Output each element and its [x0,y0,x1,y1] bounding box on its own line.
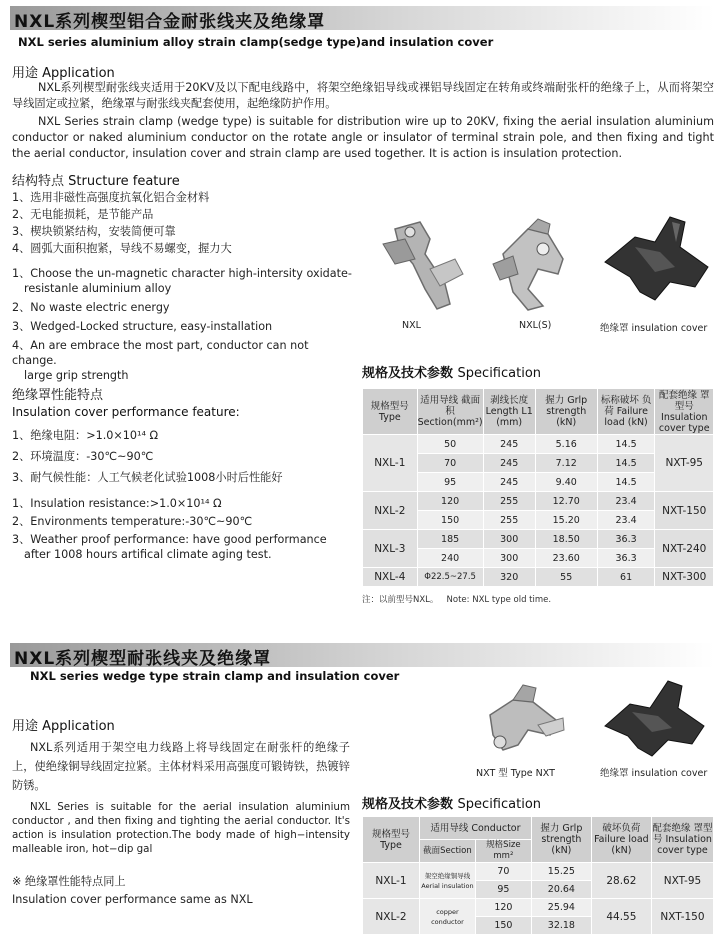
list-item: 2、环境温度：-30℃~90℃ [12,450,154,463]
section1-cover-heading-cn: 绝缘罩性能特点 [12,388,104,403]
cell-size: 150 [476,917,531,934]
list-item: 2、无电能损耗，是节能产品 [12,208,154,221]
th-cover: 配套绝缘 罩型号 Insulation cover type [652,817,713,862]
cell-type: NXL-3 [363,530,417,567]
table-row [363,899,713,916]
caption-section2-insulation-cover: 绝缘罩 insulation cover [600,768,708,779]
cell-grip: 9.40 [536,473,597,491]
th-grip: 握力 Grlp strength (kN) [532,817,591,862]
cell-size: 95 [476,881,531,898]
section2-cover-note-cn: ※ 绝缘罩性能特点同上 [12,875,126,888]
section2-title: NXL系列楔型耐张线夹及绝缘罩 [14,649,272,669]
th-failure: 标称破坏 负荷 Failure load (kN) [598,389,655,434]
th-length: 剥线长度 Length L1 (mm) [484,389,535,434]
cell-grip: 12.70 [536,492,597,510]
section1-title: NXL系列楔型铝合金耐张线夹及绝缘罩 [14,12,326,32]
list-item: after 1008 hours artifical climate aging test. [24,548,272,561]
structure-list-en [12,266,352,383]
cell-failure: 44.55 [592,899,651,934]
list-item: 1、选用非磁性高强度抗氧化铝合金材料 [12,191,210,204]
list-item: 3、楔块锁紧结构，安装简便可靠 [12,225,176,238]
cell-grip: 32.18 [532,917,591,934]
cell-section: Φ22.5~27.5 [418,568,483,586]
cell-cover: NXT-150 [652,899,713,934]
section1-application-heading: 用途 Application [12,66,115,81]
list-item: 3、耐气候性能：人工气候老化试验1008小时后性能好 [12,471,283,484]
section1-application-en: NXL Series strain clamp (wedge type) is suitable for distribution wire up to 20KV, fixing the aerial insulation aluminium conductor or naked aluminium conductor on the rotate angle or insulator of terminal strain pole, and then fixing and tight the aerial conductor, insulation cover and strain clamp are used together. It is action is insulation protection. [12,115,714,160]
cell-section: 120 [418,492,483,510]
cell-length: 245 [484,454,535,472]
list-item: large grip strength [24,369,129,382]
th-size-label: 规格Size mm² [476,840,531,862]
cover-list-en [12,496,352,562]
section1-structure-heading: 结构特点 Structure feature [12,174,180,189]
list-item: 4、圆弧大面积抱紧，导线不易螺变，握力大 [12,242,232,255]
th-type: 规格型号 Type [363,389,417,434]
cell-length: 300 [484,549,535,567]
th-failure: 破坏负荷 Failure load (kN) [592,817,651,862]
list-item: 3、Wedged-Locked structure, easy-installation [12,320,273,333]
section2-cover-note-en: Insulation cover performance same as NXL [12,893,253,906]
caption-nxls: NXL(S) [519,320,552,331]
list-item: 3、Weather proof performance: have good performance [12,533,327,546]
section2-application-heading: 用途 Application [12,719,115,734]
cell-failure: 61 [598,568,655,586]
cell-failure: 14.5 [598,454,655,472]
cell-section-desc: 架空绝缘铜导线 Aerial insulation [420,863,475,898]
cell-section: 70 [418,454,483,472]
cell-grip: 5.16 [536,435,597,453]
nxls-clamp-image [488,214,583,314]
cell-length: 255 [484,492,535,510]
cell-type: NXL-2 [363,899,419,934]
nxt-clamp-image [478,680,568,765]
table-row [363,435,713,453]
section2-application-cn: NXL系列适用于架空电力线路上将导线固定在耐张杆的绝缘子上，使绝缘铜导线固定拉紧。主体材料采用高强度可锻铸铁，热镀锌防锈。 [12,741,350,792]
th-cover: 配套绝缘 罩型号 Insulation cover type [655,389,713,434]
cell-failure: 14.5 [598,473,655,491]
cell-size: 70 [476,863,531,880]
section1-spec-heading: 规格及技术参数 Specification [362,366,542,381]
cell-grip: 15.20 [536,511,597,529]
cell-cover: NXT-240 [655,530,713,567]
list-item: 1、Choose the un-magnetic character high-intersity oxidate- [12,267,352,280]
cell-type: NXL-1 [363,863,419,898]
cell-section: 240 [418,549,483,567]
list-item: 2、No waste electric energy [12,301,170,314]
table-row [363,492,713,510]
cell-grip: 15.25 [532,863,591,880]
cell-section: 95 [418,473,483,491]
section1-subtitle: NXL series aluminium alloy strain clamp(sedge type)and insulation cover [18,35,494,49]
section2-insulation-cover-image [600,676,710,761]
cell-length: 245 [484,473,535,491]
cell-grip: 25.94 [532,899,591,916]
th-section: 适用导线 截面积 Section(mm²) [418,389,483,434]
list-item: 4、An are embrace the most part, conductor can not change. [12,339,309,367]
th-type: 规格型号 Type [363,817,419,862]
caption-nxt: NXT 型 Type NXT [476,768,555,779]
section1-application-cn: NXL系列楔型耐张线夹适用于20KV及以下配电线路中，将架空绝缘铝导线或裸铝导线固定在转角或终端耐张杆的绝缘子上，从而将架空导线固定或拉紧，绝缘罩与耐张线夹配套使用，起绝缘防护作用。 [12,81,714,110]
list-item: 2、Environments temperature:-30℃~90℃ [12,515,253,528]
cell-size: 120 [476,899,531,916]
cell-grip: 7.12 [536,454,597,472]
cell-failure: 14.5 [598,435,655,453]
table-row [363,863,713,880]
cell-length: 245 [484,435,535,453]
th-grip: 握力 Grlp strength (kN) [536,389,597,434]
cell-section-desc: copper conductor [420,899,475,934]
section1-spec-table [362,388,714,587]
cell-grip: 20.64 [532,881,591,898]
section2-spec-table [362,816,714,935]
cell-type: NXL-1 [363,435,417,491]
cell-failure: 23.4 [598,492,655,510]
cover-list-cn [12,428,352,485]
cell-grip: 18.50 [536,530,597,548]
list-item: 1、Insulation resistance:>1.0×10¹⁴ Ω [12,497,222,510]
cell-cover: NXT-95 [655,435,713,491]
cell-failure: 36.3 [598,530,655,548]
list-item: 1、绝缘电阻：>1.0×10¹⁴ Ω [12,429,159,442]
cell-grip: 23.60 [536,549,597,567]
cell-failure: 36.3 [598,549,655,567]
cell-cover: NXT-150 [655,492,713,529]
cell-type: NXL-2 [363,492,417,529]
section1-cover-heading-en: Insulation cover performance feature: [12,405,240,419]
table-row [363,530,713,548]
cell-type: NXL-4 [363,568,417,586]
section1-table-note: 注：以前型号NXL。 Note: NXL type old time. [362,595,552,605]
cell-section: 150 [418,511,483,529]
cell-length: 255 [484,511,535,529]
caption-insulation-cover: 绝缘罩 insulation cover [600,323,708,334]
caption-nxl: NXL [402,320,421,331]
section2-spec-heading: 规格及技术参数 Specification [362,797,542,812]
cell-length: 300 [484,530,535,548]
section2-subtitle: NXL series wedge type strain clamp and insulation cover [30,669,400,683]
cell-cover: NXT-95 [652,863,713,898]
nxl-clamp-image [375,214,475,314]
table-row [363,568,713,586]
section2-application-en: NXL Series is suitable for the aerial insulation aluminium conductor , and then fixing and tighting the aerial conductor. It's action is insulation protection.The body made of high−intensity malleable iron, hot−dip gal [12,801,350,855]
cell-grip: 55 [536,568,597,586]
cell-cover: NXT-300 [655,568,713,586]
structure-list-cn [12,190,352,258]
cell-section: 185 [418,530,483,548]
cell-failure: 23.4 [598,511,655,529]
th-section-label: 截面Section [420,840,475,862]
cell-length: 320 [484,568,535,586]
cell-section: 50 [418,435,483,453]
th-conductor: 适用导线 Conductor [420,817,531,839]
insulation-cover-image [600,212,715,307]
cell-failure: 28.62 [592,863,651,898]
list-item: resistanle aluminium alloy [24,282,172,295]
